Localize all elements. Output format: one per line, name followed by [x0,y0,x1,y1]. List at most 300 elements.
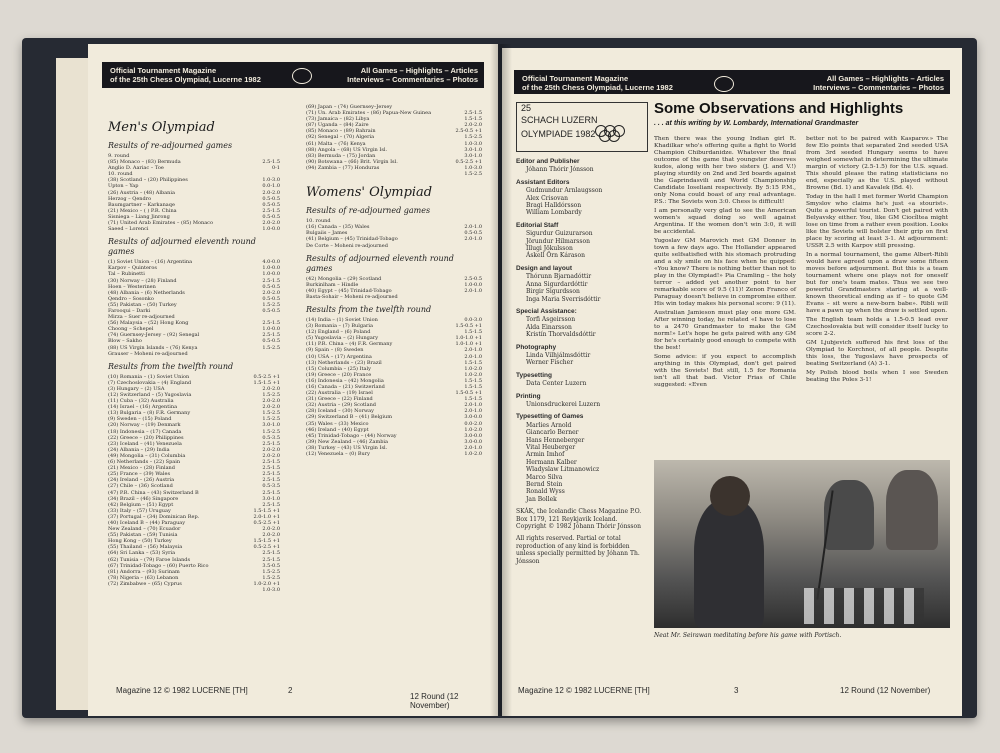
match-score: 2.0-1.0 [464,224,482,231]
match-teams: (45) Trinidad-Tobago – (44) Norway [306,432,397,439]
match-teams: (39) New Zealand – (46) Zambia [306,438,388,445]
match-score: 1.5-2.5 [464,134,482,141]
match-score: 2.0-2.0 [464,122,482,129]
match-score: 1.5-2.5 [262,428,280,435]
match-teams: (74) Guernsey-Jersey – (92) Senegal [108,332,200,339]
match-score: 1.0-3.0 [262,587,280,593]
match-teams: Bulgaiis – James [306,230,348,237]
match-teams: (9) Sweden – (15) Poland [108,416,172,423]
credits-heading: Special Assistance: [516,307,577,315]
match-score: 2.0-2.0 [262,289,280,296]
section-heading: Results of re-adjourned games [306,206,431,216]
match-teams: (61) Malta – (76) Kenya [306,140,366,147]
match-score: 0.5-2.5 +1 [253,373,280,380]
match-score: 0.5-0.5 [262,213,280,220]
footer-round: 12 Round (12 November) [410,692,459,710]
match-teams: (62) Tunisia – (79) Faroe Islands [108,556,191,563]
match-score: 2.5-1.5 [262,556,280,563]
match-teams: (87) Uganda – (84) Zaire [306,122,369,129]
match-teams: (11) P.R. China – (4) F.R. Germany [306,341,393,348]
credit-name: Marco Silva [526,473,563,481]
article-paragraph: GM Ljubjevich suffered his first loss of the Olympiad to Korchnoi, of all people. Despite this loss, the Yugoslavs have prospects of beating Switzerland (A) 3-1. [806,340,948,367]
match-teams: (88) US Virgin Islands – (76) Kenya [108,344,198,351]
match-teams: Upton – Yap [108,183,139,190]
match-score: 1.0-1.0 +1 [455,341,482,348]
match-score: 2.5-1.5 [464,110,482,117]
match-teams: Hong Kong – (50) Turkey [108,538,172,545]
match-score: 2.0-1.0 [464,236,482,243]
match-teams: (21) Mexico – ( ) P.R. China [108,207,177,214]
match-teams: (56) Malaysia – (52) Hong Kong [108,320,189,327]
credit-name: William Lombardy [526,209,582,217]
match-score: 3.0-1.0 [464,152,482,159]
match-score: 3.0-0.0 [464,432,482,439]
match-teams: (12) Venezuela – (0) Bury [306,451,370,458]
photo-caption: Neat Mr. Seirawan meditating before his game with Portisch. [654,632,842,639]
match-teams: Hoen – Westerinen [108,283,156,290]
match-score: 0.5-3.5 [262,434,280,441]
credit-name: Illugi Jökulsson [526,245,573,253]
result-row [306,243,482,249]
match-score: 2.0-1.0 [464,287,482,294]
credits-heading: Design and layout [516,264,572,272]
match-score: 1.0-0.0 [262,265,280,272]
match-teams: (40) Egypt – (45) Trinidad-Tobago [306,287,392,294]
credits-heading: Typesetting of Games [516,413,584,421]
result-row [108,226,280,232]
match-teams: (26) Austria – (48) Albania [108,189,175,196]
article-paragraph: My Polish blood boils when I see Sweden beating the Poles 3-1! [806,370,948,383]
match-teams: (12) England – (6) Poland [306,329,371,336]
mens-olympiad-title: Men's Olympiad [108,120,215,135]
credits-heading: Photography [516,343,557,351]
credit-name: Sigurdur Guizurarson [526,230,593,238]
match-teams: (12) Switzerland – (5) Yugoslavia [108,392,192,398]
match-score: 3.0-1.0 [262,422,280,429]
match-teams: 10. round [108,171,133,178]
section-heading: Results of adjourned eleventh round games [108,237,256,257]
match-teams: Anglio D. Aariac – Toe [108,165,164,172]
article-paragraph: Then there was the young Indian girl R. Khadilkar who's offering quite a fight to World Champion Chiburdanidze. Whatever the final outcome of the game that youngster deserves kudos, along with her two sisters (J. and V.!) playing sturdily on 2nd and 3rd boards against the Gaprindasvili and World Championship Candidate Ioseliani respectively. By 5:15 P.M., only Nona could boast of any real advantage. P.S.: The Soviets won 3:0. Chess is difficult! [654,136,796,205]
result-row [306,451,482,457]
match-teams: Herzog – Qendro [108,195,152,202]
match-teams: (14) India – (1) Soviet Union [306,316,378,323]
match-teams: (41) Belgium – (45) Trinidad-Tobago [306,236,398,243]
results-column-2 [306,104,482,457]
match-score: 1.5-0.5 +1 [455,390,482,397]
match-score: 1.5-2.5 [262,301,280,308]
match-score: 2.5-1.5 [262,550,280,557]
credit-name: Thórunn Bjarnadóttir [526,273,592,281]
credit-name: Marlies Arnold [526,421,572,429]
match-teams: (55) Pakistan – (50) Turkey [108,301,177,308]
match-teams: (19) Greece – (20) France [306,371,372,378]
header-subtitle: All Games – Highlights – Articles Interviews – Commentaries – Photos [347,66,478,84]
copyright-notice: Copyright © 1982 Jóhann Thórir Jónsson [516,523,641,531]
match-teams: (35) Wales – (33) Mexico [306,420,369,427]
book-gutter [490,44,512,716]
credit-name: Wladyslaw Litmanowicz [526,466,600,474]
match-teams: (88) Angola – (68) US Virgin Isl. [306,146,388,153]
match-score: 3.0-0.0 [464,438,482,445]
match-score: 1.0-3.0 [464,164,482,171]
match-score: 1.5-2.5 [262,416,280,423]
match-score: 1.5-1.5 +1 [253,538,280,545]
match-score: 1.0-2.0 [464,371,482,378]
article-paragraph: Australian Jamieson must play one more GM. After winning today, he related «I have to lose to a 2470 Grandmaster to make the GM norm!» Let's hope he gets paired with any GM for he's certainly good enough to compete with the best! [654,310,796,351]
match-score: 1.0-0.0 [262,326,280,333]
match-score: 1.5-2.5 [262,344,280,351]
credits-heading: Typesetting [516,371,552,379]
match-score: 0.5-0.5 [262,295,280,302]
match-score: 1.0-2.0 [464,451,482,458]
credit-name: Data Center Luzern [526,380,587,388]
match-score: 1.5-2.5 [262,568,280,575]
article-paragraph: The English team holds a 1.5-0.5 lead over Czechoslovakia but will consider itself lucky to score 2-2. [806,317,948,337]
match-teams: (27) Chile – (36) Scotland [108,483,173,490]
match-teams: (47) P.R. China – (43) Switzerland B [108,489,199,496]
footer-issue: Magazine 12 © 1982 LUCERNE [TH] [116,686,248,695]
match-score: 2.5-1.5 [262,320,280,327]
credit-name: Alda Einarsson [526,323,572,331]
match-score: 3.0-0.0 [464,414,482,421]
credit-name: Jan Bollek [526,495,557,503]
footer-round: 12 Round (12 November) [840,686,931,695]
match-score: 2.0-2.0 [262,398,280,405]
match-score: 2.5-1.5 [262,501,280,508]
match-teams: (90) Botswana – (66) Brit. Virgin Isl. [306,158,398,165]
publisher-address: SKÁK, the Icelandic Chess Magazine P.O. Box 1179, 121 Reykjavik Iceland. [516,508,642,523]
match-score: 4.0-0.0 [262,259,280,266]
match-score: 2.0-1.0 +1 [253,513,280,520]
page-stack-edge [56,58,92,710]
match-score: 0-1 [271,165,280,172]
match-teams: (16) Indonesia – (42) Mongolia [306,377,384,384]
match-score: 1.5-1.5 +1 [253,507,280,514]
match-teams: (11) Cuba – (32) Australia [108,398,174,405]
match-teams: 10. round [306,218,331,225]
page-number: 2 [288,686,293,695]
match-score: 2.0-2.0 [262,532,280,539]
credit-name: Torfi Asgeirsson [526,316,576,324]
match-teams: Choong – Schepel [108,326,154,333]
match-teams: (10) USA – (17) Argentina [306,353,372,360]
match-teams: (38) Turkey – (43) US Virgin Isl. [306,444,388,451]
article-paragraph: I am personally very glad to see the American women's squad doing so well against Argentina. If the women don't win 3:0, it will be accidental. [654,208,796,235]
match-score: 1.0-0.0 [262,226,280,233]
match-teams: 9. round [108,153,130,159]
match-teams: (42) Mongolia – (29) Scotland [306,275,382,282]
header-title: Official Tournament Magazine of the 25th Chess Olympiad, Lucerne 1982 [522,74,673,92]
match-teams: (38) Scotland – (20) Philippines [108,177,188,184]
match-score: 2.0-1.0 [464,353,482,360]
match-score: 0.5-2.5 +1 [455,158,482,165]
result-row [108,587,280,593]
credit-name: Jörundur Hilmarsson [526,237,590,245]
match-score: 1.5-1.5 +1 [253,379,280,386]
section-heading: Results from the twelfth round [108,361,234,371]
match-score: 0.5-0.5 [262,195,280,202]
match-teams: (69) Japan – (74) Guernsey–Jersey [306,104,393,110]
match-score: 2.5-1.5 [262,465,280,472]
match-score: 2.5-1.5 [262,459,280,466]
section-heading: Results of re-adjourned games [108,141,233,150]
credit-name: Bernd Stein [526,481,563,489]
credit-name: Jóhann Thórir Jónsson [526,166,594,174]
match-teams: (3) Romania – (7) Bulgaria [306,323,373,330]
olympiad-logo-icon [714,76,734,92]
match-teams: (31) Greece – (22) Finland [306,396,373,403]
credit-name: Hans Henneberger [526,436,585,444]
match-teams: (67) Trinidad-Tobago – (60) Puerto Rico [108,562,209,569]
rights-notice: All rights reserved. Partial or total reproduction of any kind is forbidden unless specially permitted by Jóhann Th. Jónsson [516,535,640,565]
match-teams: (20) Norway – (19) Denmark [108,422,181,429]
match-score: 2.0-2.0 [262,385,280,392]
article-paragraph: In a normal tournament, the game Albert-Ribli would have agreed upon a draw some fifteen moves before adjournment. But this is a team tournament where one plays not for oneself but for one's team mates. Thus we see two powerful Grandmasters staring at a well-known theoretical ending as if – to quote GM Evans – sit were a new-born babe». Ribli will have a pawn up when the draw is settled upon. [806,252,948,314]
match-teams: (16) Canada – (21) Switzerland [306,384,385,390]
match-teams: (18) Indonesia – (17) Canada [108,428,182,435]
match-score: 1.5-1.5 [464,396,482,403]
match-teams: De Corte – Moheni re-adjourned [306,242,388,249]
match-teams: Farooqui – Darki [108,307,151,314]
match-teams: (49) Mongolia – (31) Columbia [108,452,186,459]
match-teams: Baumgartner – Karkanaqe [108,201,175,208]
match-teams: (34) Brazil – (46) Singapore [108,495,179,502]
match-teams: (16) Canada – (35) Wales [306,224,370,231]
match-score: 1.5-1.5 [464,359,482,366]
match-teams: Grauser – Moheni re-adjourned [108,350,188,357]
match-score: 3.0-1.0 [464,146,482,153]
match-score: 1.5-0.5 +1 [455,323,482,330]
match-teams: Saeed – Lorenci [108,226,149,233]
match-score: 2.5-1.5 [262,440,280,447]
result-row [306,171,482,177]
match-score: 1.0-2.0 [464,426,482,433]
match-teams: (71) Un. Arab Emirates – (86) Papua-New Guinea [306,110,432,117]
match-teams: (24) Ireland – (26) Austria [108,477,175,484]
article-paragraph: better not to be paired with Kasparov.» The few Elo points that separated 2nd seeded USA from 3rd seeded Hungary seems to have weighed somewhat in determining the ultimate margin of victory (2.5-1.5) for the U.S. squad. This should please the rating statisticians no end, especially as the U.S. played without Browne (Bd. 1) and Kavalek (Bd. 4). [806,136,948,191]
match-teams: (14) Israel – (16) Argentina [108,404,178,411]
match-score: 0.5-0.5 [262,338,280,345]
match-teams: (73) Jamaica – (82) Libya [306,116,370,123]
credit-name: Anna Sigurdardóttir [526,280,588,288]
match-teams: (10) Romania – (1) Soviet Union [108,373,190,380]
credit-name: Unionsdruckerei Luzern [526,400,601,408]
match-score: 1.5-2.5 [262,574,280,581]
olympic-rings-icon [595,125,635,139]
match-teams: (94) Zambia – (77) Honduras [306,164,380,171]
match-score: 0.0-3.0 [464,316,482,323]
match-score: 2.5-1.5 [262,477,280,484]
credit-name: Kristín Thorvaldsdóttir [526,331,596,339]
match-teams: (22) Greece – (20) Philippines [108,434,184,441]
match-score: 2.5-1.5 [262,489,280,496]
match-score: 0.5-0.5 [262,283,280,290]
match-teams: (48) Albania – (6) Netherlands [108,289,185,296]
credits-heading: Editor and Publisher [516,158,580,165]
match-score: 2.5-1.5 [262,159,280,166]
olympiad-logo-icon [292,68,312,84]
match-teams: (7) Czechoslovakia – (4) England [108,379,192,386]
match-teams: (24) Albania – (29) India [108,446,170,453]
match-teams: Mirza – Suer re-adjourned [108,314,175,321]
match-teams: (33) Italy – (57) Uruguay [108,507,171,514]
credit-name: Vital Heuberger [526,444,576,451]
credit-name: Áskell Örn Kárason [526,252,585,260]
match-score: 0.5-3.5 [262,483,280,490]
right-header-bar [514,70,950,94]
match-score: 3.5-0.5 [262,562,280,569]
header-title: Official Tournament Magazine of the 25th Chess Olympiad, Lucerne 1982 [110,66,261,84]
match-teams: (72) Zimbabwe – (65) Cyprus [108,580,182,587]
match-score: 1.5-1.5 [464,116,482,123]
match-teams: (28) Iceland – (30) Norway [306,408,374,415]
article-paragraph: Some advice: if you expect to accomplish anything in this Olympiad, don't get paired with the Soviets! But still, 1.5 for Romania isn't all that bad. Victor Frias of Chile suggested: «Even [654,354,796,388]
match-score: 2.5-0.5 [464,275,482,282]
match-score: 1.0-0.0 [262,271,280,278]
schach-olympiade-logo: 25 SCHACH LUZERN OLYMPIADE 1982 [516,102,648,152]
match-teams: (92) Senegal – (70) Algeria [306,134,375,141]
match-score: 1.0-1.0 +1 [455,335,482,342]
match-score: 1.0-3.0 [262,177,280,184]
credits-heading: Printing [516,392,541,400]
match-teams: (81) Andorra – (93) Surinam [108,568,180,575]
match-score: 2.0-2.0 [262,189,280,196]
match-teams: (40) Iceland B – (44) Paraguay [108,519,186,526]
match-teams: Tal – Rubinetti [108,271,145,278]
match-score: 2.5-0.5 +1 [455,128,482,135]
match-score: 3.0-1.0 [262,495,280,502]
match-teams: Basta-Sohair – Moheni re-adjourned [306,293,398,300]
match-score: 2.5-1.5 [262,471,280,478]
left-page [88,44,498,716]
result-row [306,294,482,300]
match-teams: (71) United Arab Emirates – (85) Monaco [108,220,213,227]
match-score: 2.5-1.5 [262,332,280,339]
match-score: 2.0-2.0 [262,220,280,227]
credit-name: Bragi Halldórsson [526,202,582,210]
match-score: 1.5-2.5 [262,392,280,398]
match-teams: (29) Switzerland B – (41) Belgium [306,414,392,421]
match-teams: (5) Yugoslavia – (2) Hungary [306,335,379,342]
credit-name: Linda Vilhjálmsdóttir [526,351,591,359]
result-row [108,351,280,357]
match-score: 1.5-2.5 [464,171,482,178]
masthead [516,102,648,565]
right-page [502,48,962,716]
match-teams: (6) Netherlands – (22) Spain [108,459,181,466]
match-score: 2.5-1.5 [262,207,280,214]
match-score: 0.0-2.0 [464,420,482,427]
match-teams: (55) Pakistan – (59) Tunisia [108,532,178,539]
match-score: 2.0-1.0 [464,402,482,409]
match-score: 1.0-2.0 [464,365,482,372]
article-paragraph: Today in the hall I met former World Champion Smyslov who claims he's just «a stourist». Quite a powerful tourist. Don't get paired with Belyavsky either. You, like GM Ciocîltea might lose on time from a rather even position. Looks like the Soviets will bolster their grip on first place by scoring at least 3-1. At adjournment: USSR 2.5 with Karpov still pressing. [806,194,948,249]
header-subtitle: All Games – Highlights – Articles Interviews – Commentaries – Photos [813,74,944,92]
credits-heading: Assistant Editors [516,178,570,186]
match-teams: Blow – Sakho [108,338,142,345]
match-teams: (46) Ireland – (40) Egypt [306,426,369,433]
section-heading: Results from the twelfth round [306,304,432,314]
match-teams: (1) Soviet Union – (16) Argentina [108,259,193,266]
match-score: 1.5-1.5 [464,384,482,390]
results-column-1 [108,114,280,593]
credit-name: Alex Crisovan [526,194,568,202]
article-title: Some Observations and Highlights [654,100,904,117]
match-score: 0.5-2.5 +1 [253,544,280,551]
match-teams: New Zealand – (70) Ecuador [108,526,181,533]
match-teams: (78) Nigeria – (63) Lebanon [108,574,179,581]
credit-name: Armin Imhof [526,451,565,459]
match-score: 2.0-2.0 [262,446,280,453]
article-column-1 [654,136,796,391]
match-score: 1.0-2.0 +1 [253,580,280,587]
match-teams: Sisniega – Liang Jinrong [108,213,170,220]
match-score: 2.0-2.0 [262,404,280,411]
match-teams: (64) Sri Lanka – (53) Syria [108,550,176,557]
match-score: 1.5-1.5 [464,329,482,336]
article-byline: . . . at this writing by W. Lombardy, International Grandmaster [654,120,859,127]
match-teams: (25) France – (39) Wales [108,471,171,478]
match-teams: (13) Netherlands – (23) Brazil [306,359,382,366]
womens-olympiad-title: Womens' Olympiad [306,185,433,201]
match-teams: (42) Belgium – (51) Egypt [108,501,174,508]
match-score: 0.5-0.5 [262,307,280,314]
match-score: 1.0-0.0 [464,281,482,288]
match-teams: Karpov – Quinteros [108,265,157,272]
match-score: 2.5-1.5 [262,277,280,284]
page-number: 3 [734,686,739,695]
match-teams: (15) Columbia – (25) Italy [306,365,371,372]
match-teams: (85) Monaco – (83) Bermuda [108,159,181,166]
credit-name: Werner Fischer [526,359,574,367]
match-teams: (21) Mexico – (28) Finland [108,465,175,472]
match-teams: Burkinlham – Hindle [306,281,359,288]
match-teams: (22) Australia – (19) Israel [306,390,373,397]
match-score: 1.5-1.5 [464,377,482,384]
article-column-2 [806,136,948,386]
match-score: 1.5-2.5 [262,410,280,417]
match-teams: (30) Norway – (28) Finland [108,277,177,284]
credit-name: Ronald Wyss [526,488,565,496]
match-teams: Qendro – Sosonko [108,295,154,302]
match-teams: (83) Bermuda – (75) Jordan [306,152,376,159]
match-teams: (37) Portugal – (34) Dominican Rep. [108,513,200,520]
match-score: 0.5-0.5 [262,201,280,208]
match-score: 2.0-1.0 [464,347,482,354]
match-score: 0.0-1.0 [262,183,280,190]
match-teams: (13) Bulgaria – (8) F.R. Germany [108,410,191,417]
credit-name: Giancarlo Berner [526,429,579,437]
match-teams: (23) Iceland – (41) Venezuela [108,440,182,447]
match-score: 0.5-0.5 [464,230,482,237]
match-score: 1.0-3.0 [464,140,482,147]
credit-name: Gudmundur Arnlaugsson [526,187,603,195]
match-score: 2.0-2.0 [262,526,280,533]
match-teams: (9) Spain – (8) Sweden [306,347,364,354]
match-score: 2.0-1.0 [464,444,482,451]
credit-name: Birgir Sigurdsson [526,288,580,296]
credits-heading: Editorial Staff [516,221,559,229]
match-teams: (85) Monaco – (89) Bahrain [306,128,376,135]
credit-name: Hermann Kalber [526,458,577,466]
match-score: 2.0-1.0 [464,408,482,415]
match-teams: (55) Thailand – (56) Malaysia [108,544,183,551]
match-score: 0.5-2.5 +1 [253,519,280,526]
match-teams: (3) Hungary – (2) USA [108,385,165,392]
footer-issue: Magazine 12 © 1982 LUCERNE [TH] [518,686,650,695]
match-teams: (32) Austria – (29) Scotland [306,402,377,409]
